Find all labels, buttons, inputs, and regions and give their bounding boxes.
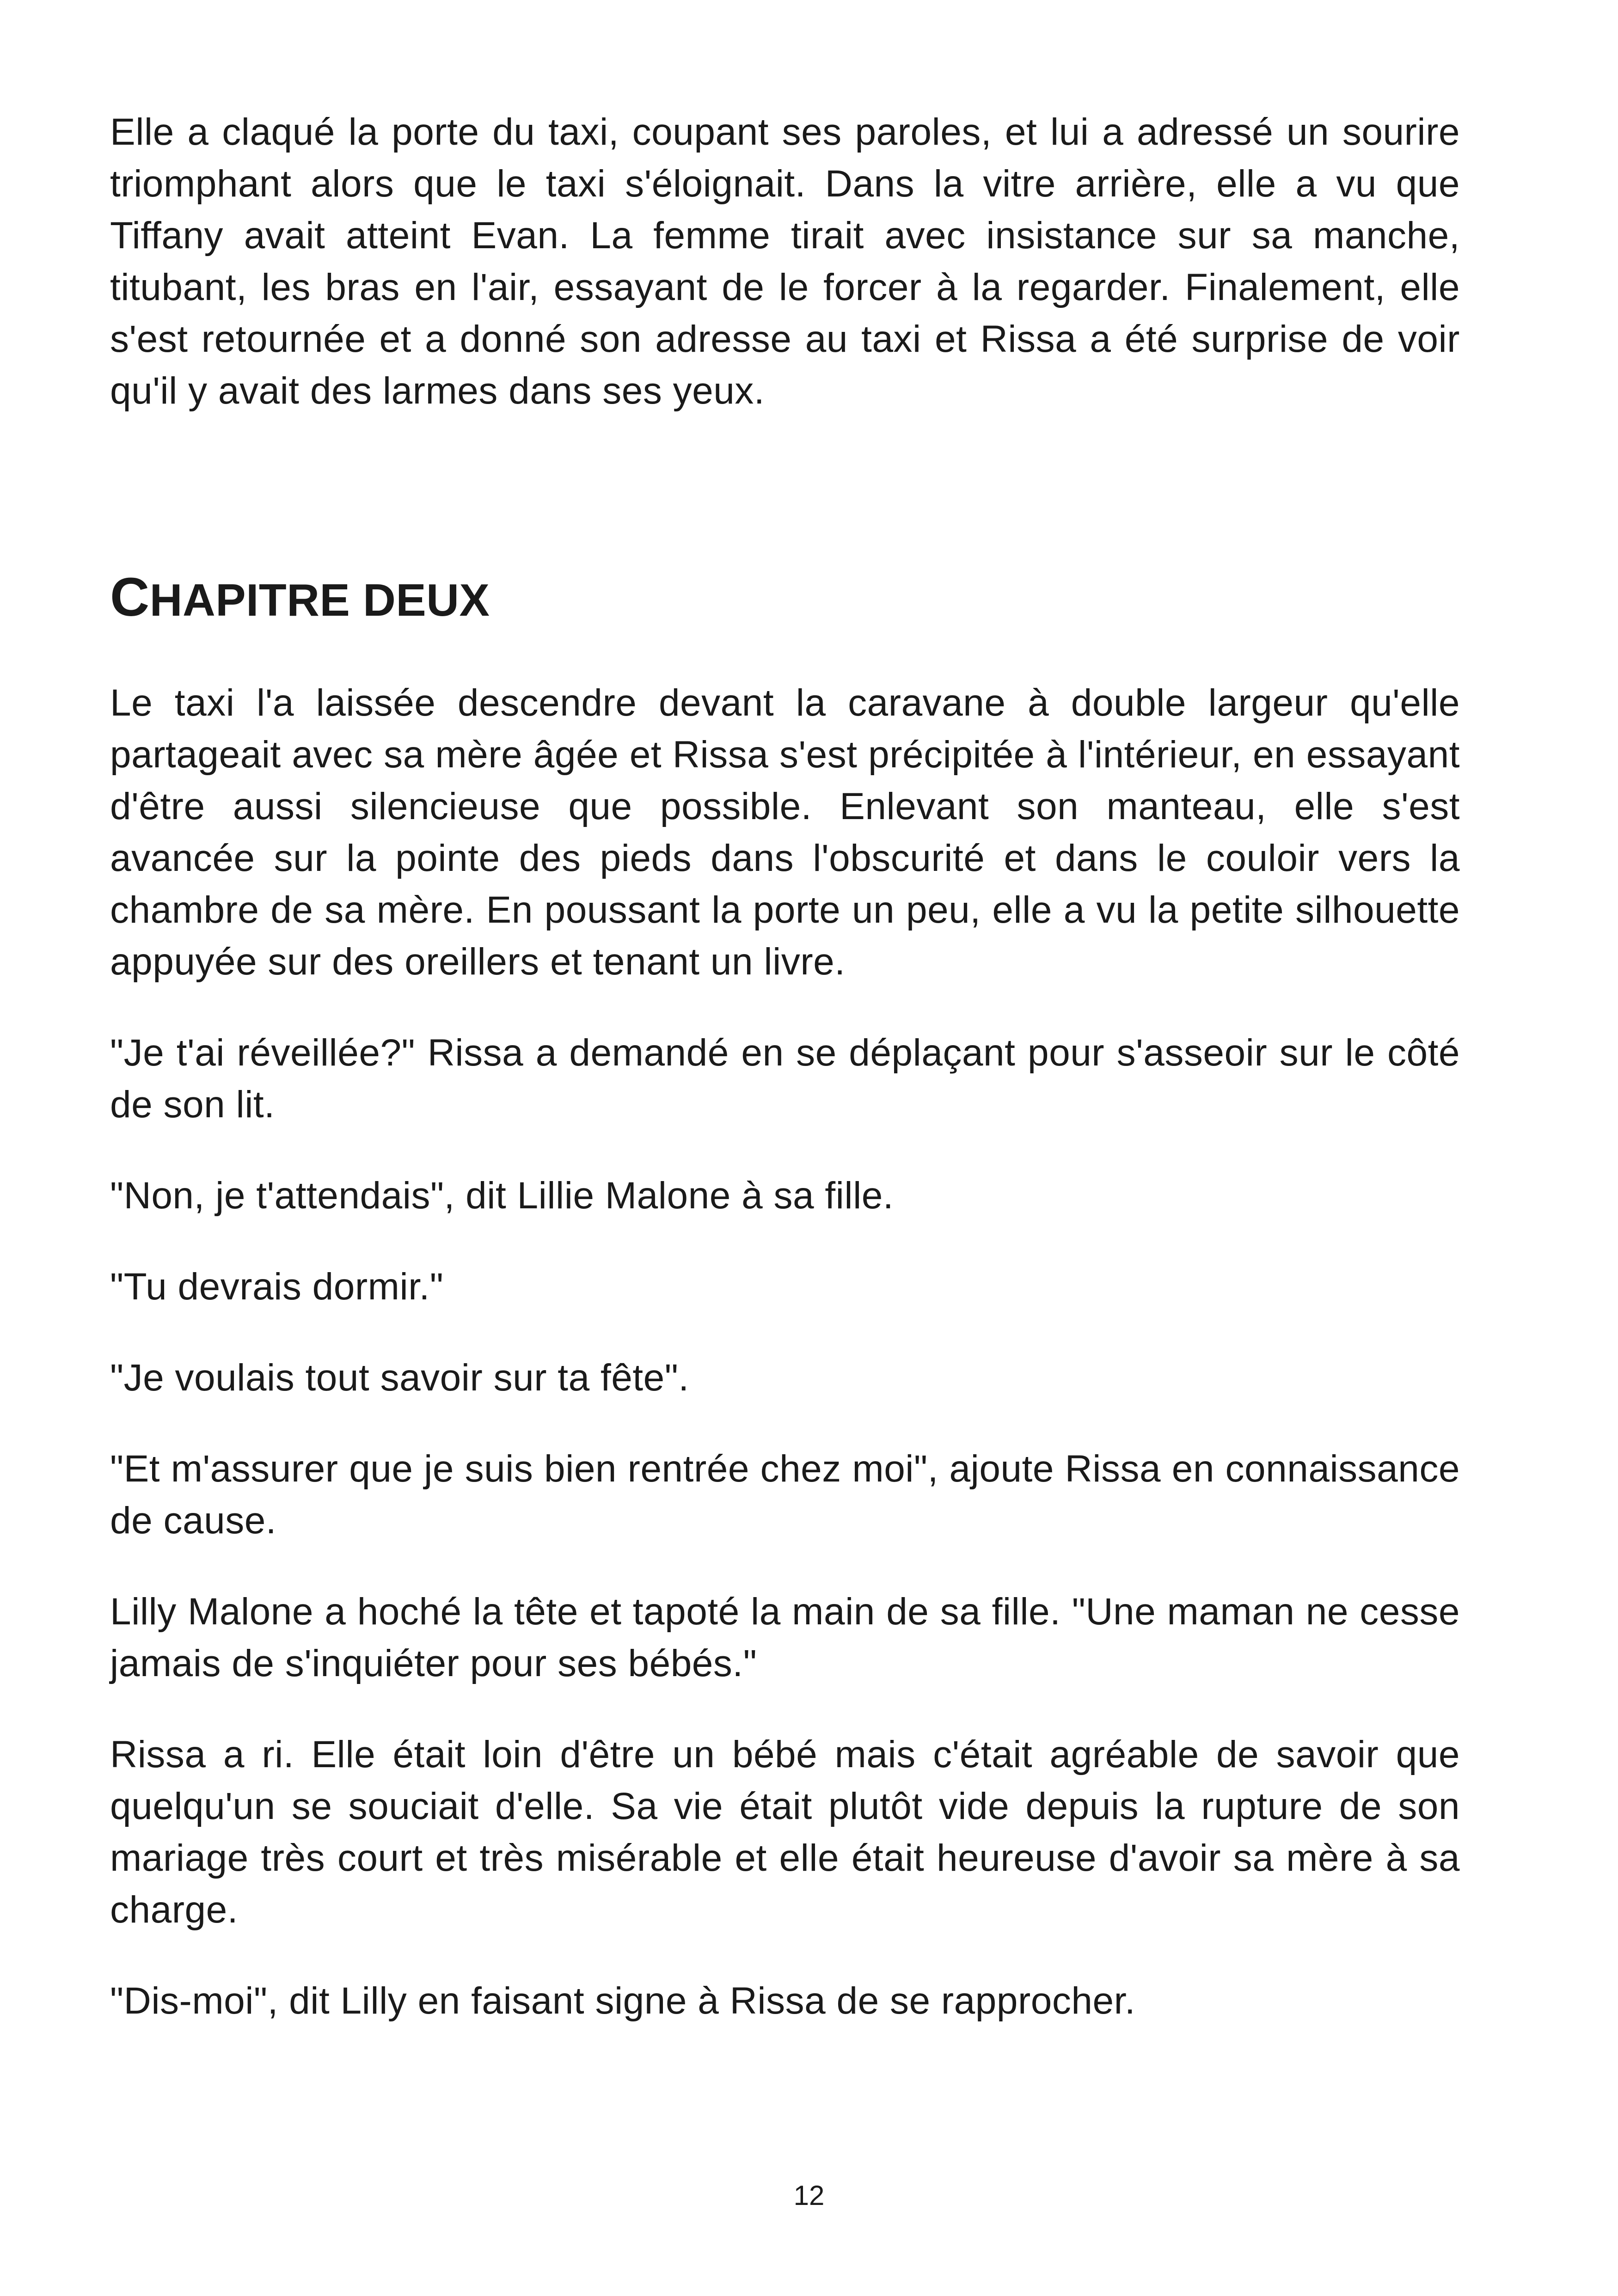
page-number: 12 bbox=[793, 2180, 825, 2211]
chapter-paragraph: "Non, je t'attendais", dit Lillie Malone à sa fille. bbox=[110, 1175, 894, 1217]
chapter-body bbox=[110, 677, 1460, 2066]
chapter-paragraph: Le taxi l'a laissée descendre devant la caravane à double largeur qu'elle partageait avec sa mère âgée et Rissa s'est précipitée à l'intérieur, en essayant d'être aussi silencieuse que possible. Enlevant son manteau, elle s'est avancée sur la pointe des pieds dans l'obscurité et dans le couloir vers la chambre de sa mère. En poussant la porte un peu, elle a vu la petite silhouette appuyée sur des oreillers et tenant un livre. bbox=[110, 682, 1460, 983]
chapter-paragraph: "Dis-moi", dit Lilly en faisant signe à Rissa de se rapprocher. bbox=[110, 1980, 1136, 2022]
chapter-paragraph: "Je t'ai réveillée?" Rissa a demandé en se déplaçant pour s'asseoir sur le côté de son lit. bbox=[110, 1032, 1460, 1126]
chapter-title-rest: HAPITRE DEUX bbox=[149, 575, 490, 625]
chapter-paragraph: "Tu devrais dormir." bbox=[110, 1266, 444, 1308]
chapter-title bbox=[110, 569, 490, 628]
opening-text bbox=[110, 106, 1460, 417]
chapter-paragraph: Rissa a ri. Elle était loin d'être un bébé mais c'était agréable de savoir que quelqu'un se souciait d'elle. Sa vie était plutôt vide depuis la rupture de son mariage très court et très misérable et elle était heureuse d'avoir sa mère à sa charge. bbox=[110, 1733, 1460, 1931]
chapter-paragraph: "Et m'assurer que je suis bien rentrée chez moi", ajoute Rissa en connaissance de cause. bbox=[110, 1448, 1460, 1542]
chapter-title-initial: C bbox=[110, 567, 150, 628]
chapter-paragraph: "Je voulais tout savoir sur ta fête". bbox=[110, 1357, 689, 1399]
opening-paragraph: Elle a claqué la porte du taxi, coupant ses paroles, et lui a adressé un sourire triomphant alors que le taxi s'éloignait. Dans la vitre arrière, elle a vu que Tiffany avait atteint Evan. La femme tirait avec insistance sur sa manche, titubant, les bras en l'air, essayant de le forcer à la regarder. Finalement, elle s'est retournée et a donné son adresse au taxi et Rissa a été surprise de voir qu'il y avait des larmes dans ses yeux. bbox=[110, 111, 1460, 412]
chapter-paragraph: Lilly Malone a hoché la tête et tapoté la main de sa fille. "Une maman ne cesse jamais de s'inquiéter pour ses bébés." bbox=[110, 1591, 1460, 1684]
